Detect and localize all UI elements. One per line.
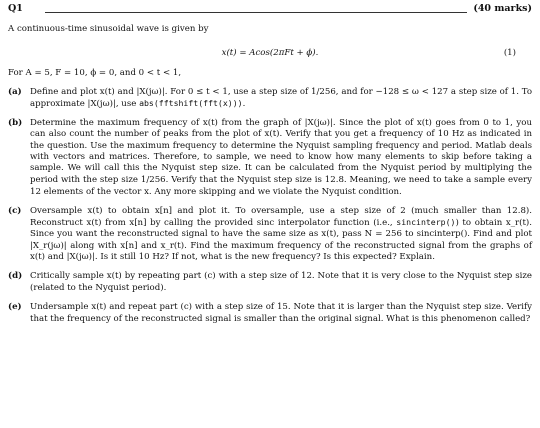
intro-text: A continuous-time sinusoidal wave is given by: [8, 24, 209, 34]
part-label: (a): [8, 86, 22, 97]
code-snippet: abs(fftshift(fft(x))): [139, 98, 243, 109]
question-number: Q1: [8, 3, 23, 15]
part-e: [8, 302, 532, 326]
question-header: [8, 4, 532, 16]
equation-number: (1): [503, 48, 516, 59]
marks-label: (40 marks): [473, 3, 532, 15]
header-rule: [45, 12, 467, 13]
part-label: (c): [8, 205, 22, 216]
equation-row: [8, 48, 532, 60]
part-text: Critically sample x(t) by repeating part (c) with a step size of 12. Note that it is very close to the Nyquist step size (related to the Nyquist period).: [30, 270, 532, 294]
equation: x(t) = Acos(2πFt + ϕ).: [221, 48, 319, 59]
part-text: Undersample x(t) and repeat part (c) with a step size of 15. Note that it is larger than the Nyquist step size. Verify that the frequency of the reconstructed signal is smaller than the original signal. What is this phenomenon called?: [30, 301, 532, 325]
part-label: (d): [8, 270, 23, 281]
part-a: [8, 87, 532, 111]
part-c: [8, 206, 532, 264]
code-snippet: sincinterp(): [396, 217, 456, 228]
part-label: (e): [8, 301, 22, 312]
part-b: [8, 118, 532, 199]
part-d: [8, 271, 532, 295]
part-label: (b): [8, 117, 23, 128]
part-text: Oversample x(t) to obtain x[n] and plot it. To oversample, use a step size of 2 (much smaller than 12.8). Reconstruct x(t) from x[n] by calling the provided sinc interpolator function (i.e., sincinterp()) to obtain x_r(t). Since you want the reconstructed signal to have the same size as x(t), pass N = 256 to sincinterp(). Find and plot |X_r(jω)| along with x[n] and x_r(t). Find the maximum frequency of the reconstructed signal from the graphs of x(t) and |X(jω)|. Is it still 10 Hz? If not, what is the new frequency? Is this expected? Explain.: [30, 205, 532, 263]
part-text: Determine the maximum frequency of x(t) from the graph of |X(jω)|. Since the plot of x(t) goes from 0 to 1, you can also count the number of peaks from the plot of x(t). Verify that you get a frequency of 10 Hz as indicated in the question. Use the maximum frequency to determine the Nyquist sampling frequency and period. Matlab deals with vectors and matrices. Therefore, to sample, we need to know how many elements to skip before taking a sample. We will call this the Nyquist step size. It can be calculated from the Nyquist period by multiplying the period with the step size 1/256. Verify that the Nyquist step size is 12.8. Meaning, we need to take a sample every 12 elements of the vector x. Any more skipping and we violate the Nyquist condition.: [30, 117, 532, 198]
part-text: Define and plot x(t) and |X(jω)|. For 0 ≤ t < 1, use a step size of 1/256, and for −128 ≤ ω < 127 a step size of 1. To approximate |X(jω)|, use abs(fftshift(fft(x))).: [30, 86, 532, 110]
parameters-text: For A = 5, F = 10, ϕ = 0, and 0 < t < 1,: [8, 68, 182, 79]
